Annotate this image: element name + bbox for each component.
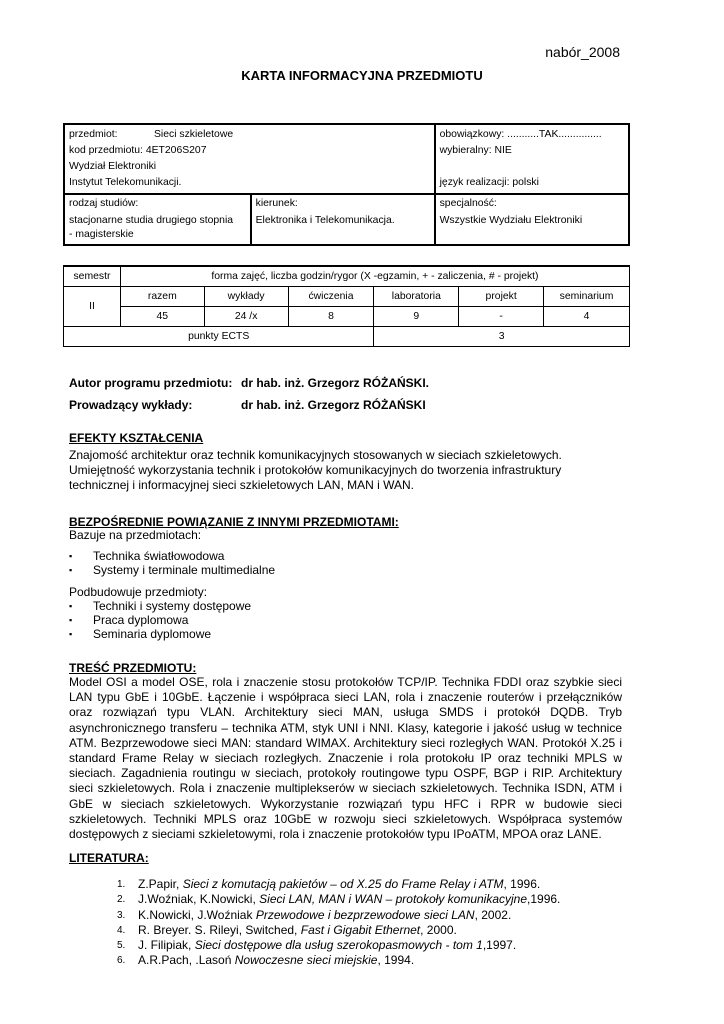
semestr-header: semestr bbox=[64, 266, 121, 287]
hours-cell: 8 bbox=[288, 307, 374, 327]
rodzaj-studiow-cell bbox=[64, 194, 251, 245]
list-item: ▪ Techniki i systemy dostępowe bbox=[69, 599, 252, 613]
bullet-icon: ▪ bbox=[69, 629, 73, 639]
prowadzacy-label: Prowadzący wykłady: bbox=[69, 398, 193, 412]
hours-cell: - bbox=[459, 307, 544, 327]
prowadzacy-value: dr hab. inż. Grzegorz RÓŻAŃSKI bbox=[241, 398, 426, 412]
course-info-card bbox=[63, 123, 630, 246]
specjalnosc-value: Wszystkie Wydziału Elektroniki bbox=[439, 215, 583, 226]
literature-item: 6. A.R.Pach, .Lasoń Nowoczesne sieci miejskie, 1994. bbox=[117, 953, 415, 968]
bullet-icon: ▪ bbox=[69, 601, 73, 611]
kierunek-value: Elektronika i Telekomunikacja. bbox=[255, 215, 395, 226]
column-header: seminarium bbox=[544, 287, 630, 307]
literature-item: 1. Z.Papir, Sieci z komutacją pakietów – od X.25 do Frame Relay i ATM, 1996. bbox=[117, 877, 541, 891]
hours-cell: 4 bbox=[544, 307, 630, 327]
column-header: projekt bbox=[459, 287, 544, 307]
bullet-icon: ▪ bbox=[69, 551, 73, 561]
powiazania-heading: BEZPOŚREDNIE POWIĄZANIE Z INNYMI PRZEDMIOTAMI: bbox=[69, 515, 399, 529]
kod-value: 4ET206S207 bbox=[145, 145, 207, 156]
kierunek-label: kierunek: bbox=[255, 198, 298, 209]
autor-label: Autor programu przedmiotu: bbox=[69, 376, 233, 390]
list-item: ▪ Praca dyplomowa bbox=[69, 613, 189, 627]
kierunek-cell bbox=[251, 194, 435, 245]
instytut: Instytut Telekomunikacji. bbox=[69, 177, 182, 188]
autor-value: dr hab. inż. Grzegorz RÓŻAŃSKI. bbox=[241, 376, 430, 390]
list-item: ▪ Technika światłowodowa bbox=[69, 549, 225, 563]
specjalnosc-cell bbox=[435, 194, 629, 245]
obowiazkowy: obowiązkowy: ...........TAK............... bbox=[439, 129, 602, 140]
hours-cell: 45 bbox=[120, 307, 204, 327]
forma-zajec-header: forma zajęć, liczba godzin/rygor (X -egzamin, + - zaliczenia, # - projekt) bbox=[120, 266, 629, 287]
literature-item: 3. K.Nowicki, J.Woźniak Przewodowe i bezprzewodowe sieci LAN, 2002. bbox=[117, 907, 512, 922]
column-header: razem bbox=[120, 287, 204, 307]
efekty-heading: EFEKTY KSZTAŁCENIA bbox=[69, 431, 204, 445]
literature-item: 2. J.Woźniak, K.Nowicki, Sieci LAN, MAN i WAN – protokoły komunikacyjne,1996. bbox=[117, 892, 561, 907]
przedmiot-value: Sieci szkieletowe bbox=[154, 129, 234, 140]
jezyk-realizacji: język realizacji: polski bbox=[439, 177, 539, 188]
kod-label: kod przedmiotu: bbox=[69, 145, 143, 156]
efekty-text bbox=[69, 448, 562, 493]
prowadzacy-row bbox=[69, 398, 426, 412]
efekty-line: Umiejętność wykorzystania technik i protokołów komunikacyjnych do tworzenia infrastruktury bbox=[69, 463, 562, 477]
wybieralny: wybieralny: NIE bbox=[439, 145, 512, 156]
hours-cell: 24 /x bbox=[204, 307, 288, 327]
semester-hours-table bbox=[63, 265, 630, 347]
ects-value: 3 bbox=[374, 327, 630, 347]
wydzial: Wydział Elektroniki bbox=[69, 161, 157, 172]
bazuje-label: Bazuje na przedmiotach: bbox=[69, 528, 202, 542]
bullet-icon: ▪ bbox=[69, 565, 73, 575]
semestr-value: II bbox=[64, 287, 121, 327]
recruitment-year: nabór_2008 bbox=[545, 44, 620, 60]
efekty-line: Znajomość architektur oraz technik komunikacyjnych stosowanych w sieciach szkieletowych. bbox=[69, 448, 562, 462]
literatura-list bbox=[117, 877, 560, 969]
tresc-text: Model OSI a model OSE, rola i znaczenie stosu protokołów TCP/IP. Technika FDDI oraz szybkie sieci LAN typu GbE i 10GbE. Łączenie i współpraca sieci LAN, rola i znaczenie routerów i przełączników oraz rozwiązań typu VLAN. Architektury sieci MAN, usługa SMDS i protokół DQDB. Tryb asynchronicznego transferu – technika ATM, styk UNI i NNI. Klasy, kategorie i jakość usług w technice ATM. Bezprzewodowe sieci MAN: standard WIMAX. Architektury sieci rozległych WAN. Protokół X.25 i standard Frame Relay w sieciach rozległych. Znaczenie i rola protokołu IP oraz techniki MPLS w sieciach. Zagadnienia routingu w sieciach, protokoły routingowe typu OSPF, BGP i RIP. Architektury sieci szkieletowych. Rola i znaczenie multiplekserów w sieciach szkieletowych. Technika ISDN, ATM i GbE w sieciach szkieletowych. Wykorzystanie rozwiązań typu HFC i RPR w budowie sieci szkieletowych. Techniki MPLS oraz 10GbE w rozwoju sieci szkieletowych. Współpraca systemów dostępowych z sieciami szkieletowymi, rola i znaczenie protokołów typu IPoATM, MPOA oraz LANE. bbox=[69, 675, 622, 842]
list-item: ▪ Seminaria dyplomowe bbox=[69, 627, 212, 641]
specjalnosc-label: specjalność: bbox=[439, 198, 497, 209]
tresc-heading: TREŚĆ PRZEDMIOTU: bbox=[69, 661, 197, 675]
ects-label: punkty ECTS bbox=[64, 327, 374, 347]
column-header: laboratoria bbox=[374, 287, 459, 307]
hours-cell: 9 bbox=[374, 307, 459, 327]
literatura-heading: LITERATURA: bbox=[69, 851, 149, 865]
przedmiot-label: przedmiot: bbox=[69, 129, 118, 140]
bazuje-list bbox=[69, 549, 275, 577]
bullet-icon: ▪ bbox=[69, 615, 73, 625]
literature-item: 4. R. Breyer. S. Rileyi, Switched, Fast i Gigabit Ethernet, 2000. bbox=[117, 922, 457, 937]
course-status-cell bbox=[435, 124, 629, 194]
rodzaj-value-2: - magisterskie bbox=[69, 229, 134, 240]
rodzaj-value-1: stacjonarne studia drugiego stopnia bbox=[69, 215, 234, 226]
rodzaj-label: rodzaj studiów: bbox=[69, 198, 139, 209]
document-title: KARTA INFORMACYJNA PRZEDMIOTU bbox=[241, 68, 483, 83]
column-header: wykłady bbox=[204, 287, 288, 307]
autor-row bbox=[69, 376, 430, 390]
efekty-line: technicznej i informacyjnej sieci szkieletowych LAN, MAN i WAN. bbox=[69, 478, 414, 492]
literature-item: 5. J. Filipiak, Sieci dostępowe dla usług szerokopasmowych - tom 1,1997. bbox=[117, 938, 517, 953]
column-header: ćwiczenia bbox=[288, 287, 374, 307]
podbudowuje-label: Podbudowuje przedmioty: bbox=[69, 585, 208, 599]
course-identity-cell bbox=[64, 124, 435, 194]
list-item: ▪ Systemy i terminale multimedialne bbox=[69, 563, 276, 577]
podbudowuje-list bbox=[69, 599, 251, 641]
